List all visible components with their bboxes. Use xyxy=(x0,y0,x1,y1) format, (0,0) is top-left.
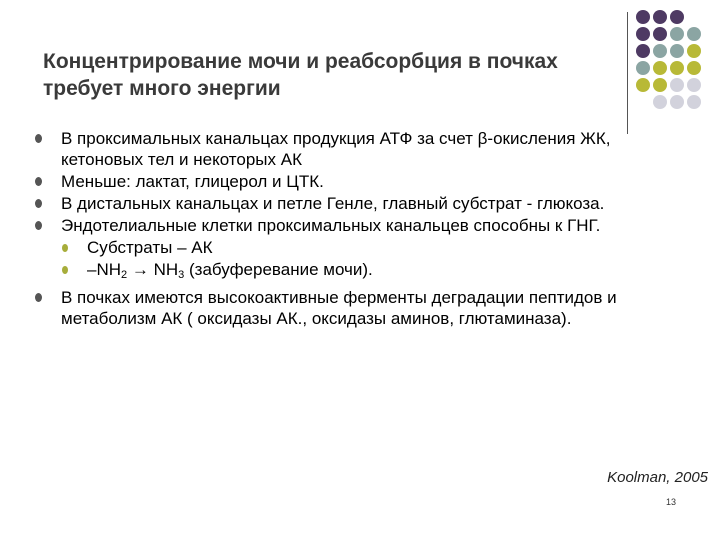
dot-6-1 xyxy=(653,95,667,109)
subscript-2: 2 xyxy=(121,269,128,281)
formula-part: –NH xyxy=(87,260,122,279)
sub-bullet-item xyxy=(61,237,695,258)
dot-4-4 xyxy=(687,61,701,75)
dot-4-3 xyxy=(670,61,684,75)
bullet-text: Эндотелиальные клетки проксимальных канальцев способны к ГНГ. xyxy=(61,216,601,235)
title-divider-line xyxy=(627,12,628,134)
dot-3-3 xyxy=(670,44,684,58)
formula-tail: (забуферевание мочи). xyxy=(184,260,373,279)
dot-5-2 xyxy=(653,78,667,92)
formula-arrow-part: → NH xyxy=(127,260,179,279)
dot-2-1 xyxy=(636,27,650,41)
dot-1-2 xyxy=(653,10,667,24)
dot-5-3 xyxy=(670,78,684,92)
bullet-item xyxy=(35,215,695,286)
dot-6-3 xyxy=(687,95,701,109)
citation: Koolman, 2005 xyxy=(607,469,708,486)
bullet-icon xyxy=(35,293,42,302)
dot-3-1 xyxy=(636,44,650,58)
bullet-text: В проксимальных канальцах продукция АТФ за счет β-окисления ЖК, кетоновых тел и некоторых АК xyxy=(61,129,611,169)
bullet-icon xyxy=(35,199,42,208)
bullet-item xyxy=(35,287,695,329)
bullet-text: Меньше: лактат, глицерол и ЦТК. xyxy=(61,172,324,191)
bullet-icon xyxy=(35,177,42,186)
bullet-text: В дистальных канальцах и петле Генле, главный субстрат - глюкоза. xyxy=(61,194,605,213)
formula-text xyxy=(87,260,373,279)
bullet-list xyxy=(35,128,695,330)
dot-4-1 xyxy=(636,61,650,75)
dot-6-2 xyxy=(670,95,684,109)
bullet-item xyxy=(35,171,695,192)
dot-3-4 xyxy=(687,44,701,58)
dot-3-2 xyxy=(653,44,667,58)
dot-5-4 xyxy=(687,78,701,92)
sub-bullet-icon xyxy=(62,244,68,252)
bullet-text: В почках имеются высокоактивные ферменты деградации пептидов и метаболизм АК ( оксидазы АК., оксидазы аминов, глютаминаза). xyxy=(61,288,617,328)
sub-bullet-list xyxy=(61,237,695,286)
slide-title: Концентрирование мочи и реабсорбция в почках требует много энергии xyxy=(43,50,558,100)
decorative-dot-grid xyxy=(636,10,716,120)
dot-2-3 xyxy=(670,27,684,41)
bullet-item xyxy=(35,193,695,214)
subscript-3: 3 xyxy=(178,269,185,281)
bullet-icon xyxy=(35,221,42,230)
dot-1-3 xyxy=(670,10,684,24)
sub-bullet-icon xyxy=(62,266,68,274)
sub-bullet-text: Субстраты – АК xyxy=(87,238,213,257)
dot-2-2 xyxy=(653,27,667,41)
dot-5-1 xyxy=(636,78,650,92)
page-number: 13 xyxy=(665,497,676,507)
bullet-icon xyxy=(35,134,42,143)
sub-bullet-item xyxy=(61,259,695,286)
dot-2-4 xyxy=(687,27,701,41)
dot-1-1 xyxy=(636,10,650,24)
bullet-item xyxy=(35,128,695,170)
dot-4-2 xyxy=(653,61,667,75)
